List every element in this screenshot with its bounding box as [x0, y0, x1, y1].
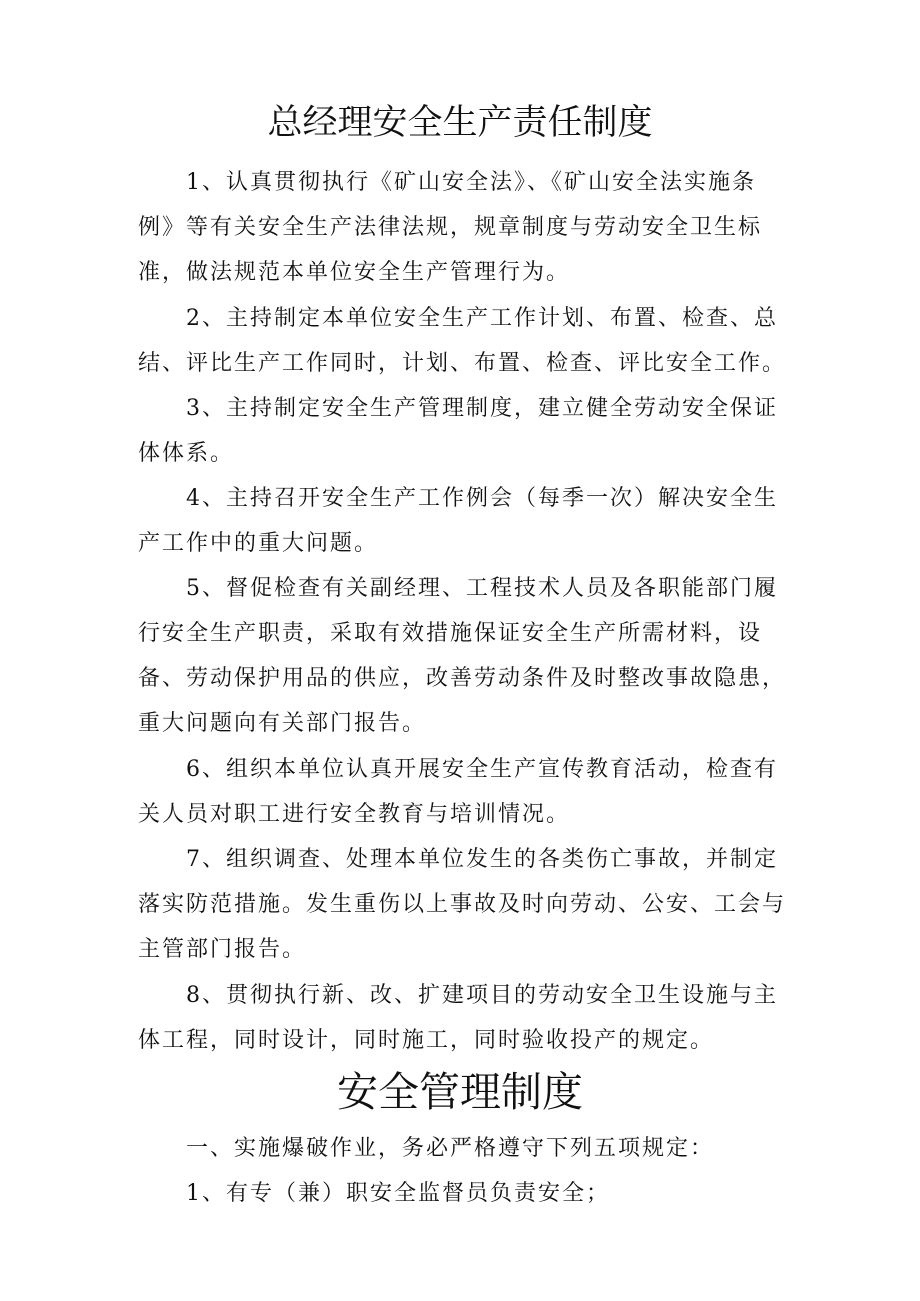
paragraph-2: 2、主持制定本单位安全生产工作计划、布置、检查、总结、评比生产工作同时，计划、布置、检查、评比安全工作。	[138, 306, 787, 376]
paragraph-7: 7、组织调查、处理本单位发生的各类伤亡事故，并制定落实防范措施。发生重伤以上事故及时向劳动、公安、工会与主管部门报告。	[138, 847, 787, 962]
paragraph-8: 8、贯彻执行新、改、扩建项目的劳动安全卫生设施与主体工程，同时设计，同时施工，同时验收投产的规定。	[138, 983, 778, 1053]
document-title: 总经理安全生产责任制度	[267, 103, 653, 143]
section-paragraph-1: 一、实施爆破作业，务必严格遵守下列五项规定：	[186, 1136, 715, 1161]
paragraph-1: 1、认真贯彻执行《矿山安全法》、《矿山安全法实施条例》等有关安全生产法律法规，规章制度与劳动安全卫生标准，做法规范本单位安全生产管理行为。	[138, 170, 763, 285]
paragraph-3: 3、主持制定安全生产管理制度，建立健全劳动安全保证体体系。	[138, 396, 778, 466]
paragraph-6: 6、组织本单位认真开展安全生产宣传教育活动，检查有关人员对职工进行安全教育与培训情况。	[138, 757, 778, 827]
section-title: 安全管理制度	[337, 1068, 583, 1116]
paragraph-5: 5、督促检查有关副经理、工程技术人员及各职能部门履行安全生产职责，采取有效措施保证安全生产所需材料，设备、劳动保护用品的供应，改善劳动条件及时整改事故隐患，重大问题向有关部门报告。	[138, 576, 787, 736]
paragraph-4: 4、主持召开安全生产工作例会（每季一次）解决安全生产工作中的重大问题。	[138, 486, 778, 556]
section-paragraph-2: 1、有专（兼）职安全监督员负责安全；	[186, 1181, 610, 1206]
